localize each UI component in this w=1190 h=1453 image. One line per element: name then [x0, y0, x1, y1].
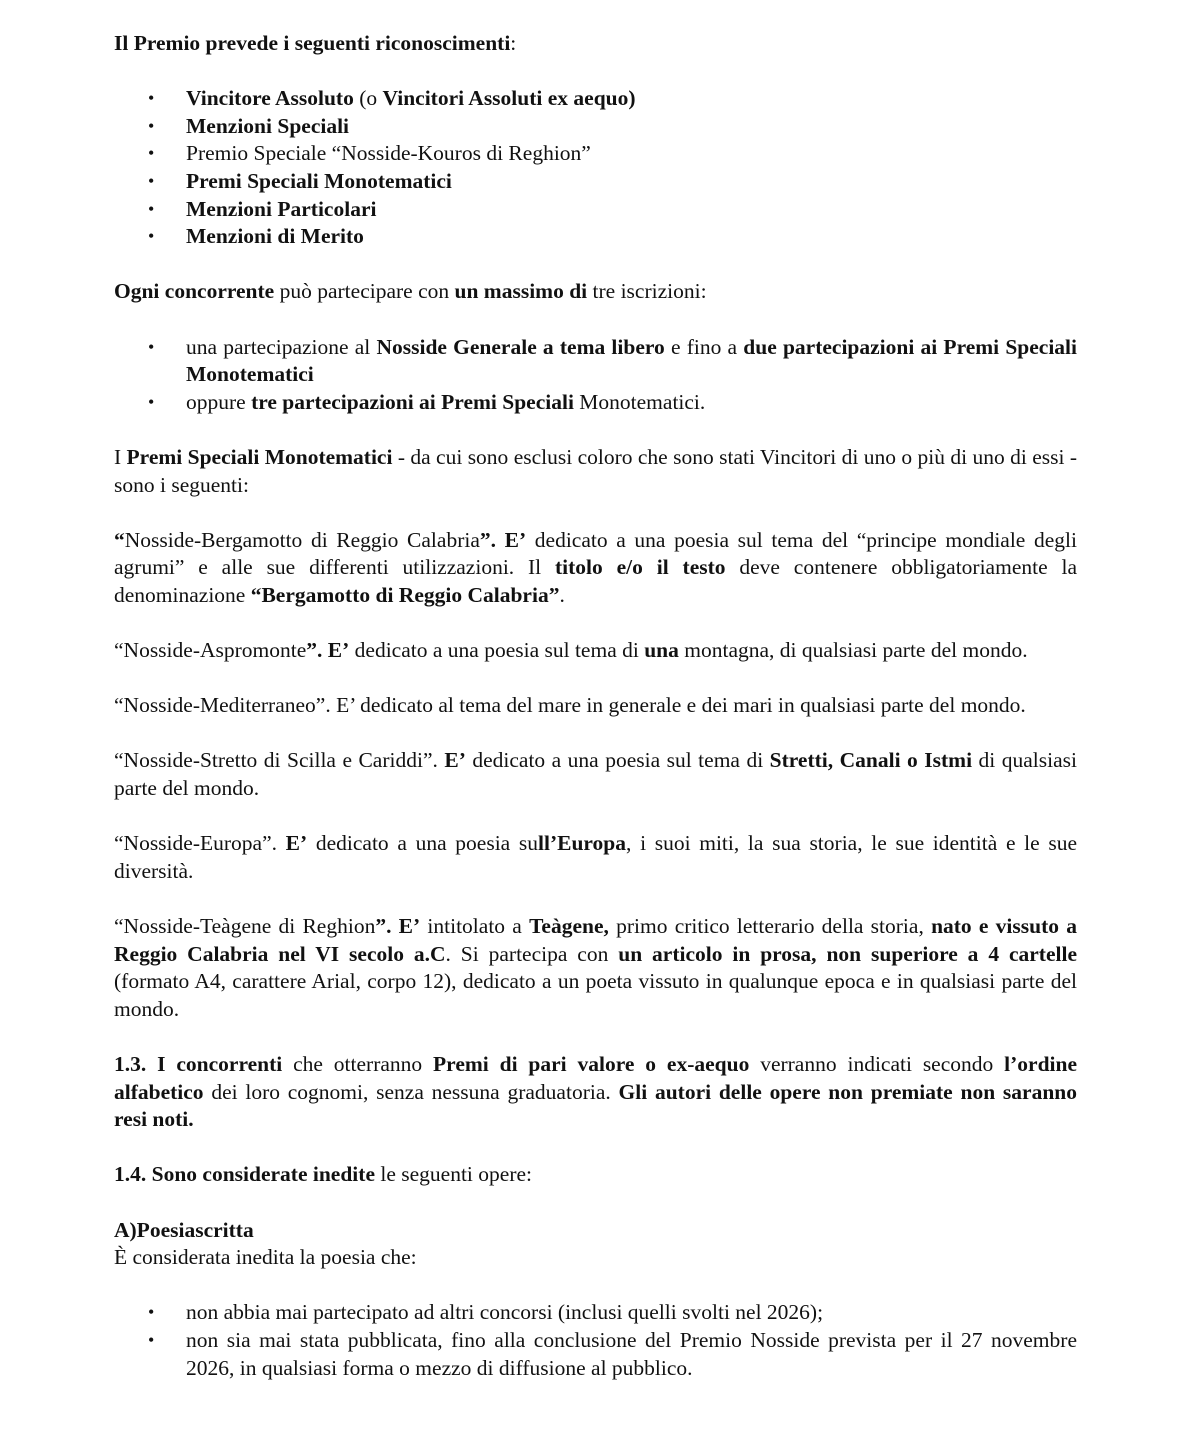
bullet-icon: •	[148, 1302, 155, 1323]
awards-list	[114, 85, 1077, 251]
bullet-icon: •	[148, 391, 155, 412]
list-item: • una partecipazione al Nosside Generale a tema libero e fino a due partecipazioni ai Premi Speciali Monotematici	[148, 334, 1078, 387]
document-page	[114, 30, 1077, 1382]
list-item: • Menzioni Particolari	[114, 196, 1077, 224]
awards-heading: Il Premio prevede i seguenti riconoscimenti:	[114, 31, 517, 55]
bullet-icon: •	[148, 143, 155, 164]
prize-stretto-paragraph: “Nosside-Stretto di Scilla e Cariddi”. E’ dedicato a una poesia sul tema di Stretti, Canali o Istmi di qualsiasi parte del mondo.	[114, 748, 1077, 801]
prize-mediterraneo-paragraph: “Nosside-Mediterraneo”. E’ dedicato al tema del mare in generale e dei mari in qualsiasi parte del mondo.	[114, 693, 1026, 718]
section-a-heading: A)Poesiascritta	[114, 1217, 254, 1242]
monothematic-intro-paragraph: I Premi Speciali Monotematici - da cui sono esclusi coloro che sono stati Vincitori di uno o più di uno di essi - sono i seguenti:	[114, 444, 1077, 497]
prize-bergamotto-paragraph: “Nosside-Bergamotto di Reggio Calabria”. E’ dedicato a una poesia sul tema del “principe mondiale degli agrumi” e alle sue differenti utilizzazioni. Il titolo e/o il testo deve contenere obbligatoriamente la denominazione “Bergamotto di Reggio Calabria”.	[114, 527, 1077, 607]
list-item: • Premi Speciali Monotematici	[114, 168, 1077, 196]
bullet-icon: •	[148, 226, 155, 247]
participation-paragraph: Ogni concorrente può partecipare con un massimo di tre iscrizioni:	[114, 279, 707, 304]
list-item: • Menzioni Speciali	[114, 113, 1077, 141]
list-item: • non sia mai stata pubblicata, fino alla conclusione del Premio Nosside prevista per il 27 novembre 2026, in qualsiasi forma o mezzo di diffusione al pubblico.	[148, 1327, 1077, 1380]
prize-teagene-paragraph: “Nosside-Teàgene di Reghion”. E’ intitolato a Teàgene, primo critico letterario della storia, nato e vissuto a Reggio Calabria nel VI secolo a.C. Si partecipa con un articolo in prosa, non superiore a 4 cartelle (formato A4, carattere Arial, corpo 12), dedicato a un poeta vissuto in qualunque epoca e in qualsiasi parte del mondo.	[114, 914, 1077, 1021]
bullet-icon: •	[148, 1329, 155, 1350]
bullet-icon: •	[148, 336, 155, 357]
bullet-icon: •	[148, 198, 155, 219]
prize-aspromonte-paragraph: “Nosside-Aspromonte”. E’ dedicato a una poesia sul tema di una montagna, di qualsiasi parte del mondo.	[114, 638, 1028, 663]
section-a-conditions-list	[114, 1299, 1077, 1382]
section-1-3-paragraph: 1.3. I concorrenti che otterranno Premi di pari valore o ex-aequo verranno indicati secondo l’ordine alfabetico dei loro cognomi, senza nessuna graduatoria. Gli autori delle opere non premiate non saranno resi noti.	[114, 1051, 1077, 1132]
section-a-intro: È considerata inedita la poesia che:	[114, 1245, 417, 1270]
list-item: • oppure tre partecipazioni ai Premi Speciali Monotematici.	[114, 389, 1077, 417]
list-item: • Vincitore Assoluto (o Vincitori Assoluti ex aequo)	[114, 85, 1077, 113]
bullet-icon: •	[148, 170, 155, 191]
bullet-icon: •	[148, 88, 155, 109]
list-item: • Premio Speciale “Nosside-Kouros di Reghion”	[114, 140, 1077, 168]
bullet-icon: •	[148, 115, 155, 136]
section-1-4-paragraph: 1.4. Sono considerate inedite le seguenti opere:	[114, 1162, 532, 1187]
list-item: • non abbia mai partecipato ad altri concorsi (inclusi quelli svolti nel 2026);	[114, 1299, 1077, 1327]
list-item: • Menzioni di Merito	[114, 223, 1077, 251]
prize-europa-paragraph: “Nosside-Europa”. E’ dedicato a una poesia sull’Europa, i suoi miti, la sua storia, le sue identità e le sue diversità.	[114, 831, 1078, 883]
participation-options-list	[114, 334, 1077, 417]
